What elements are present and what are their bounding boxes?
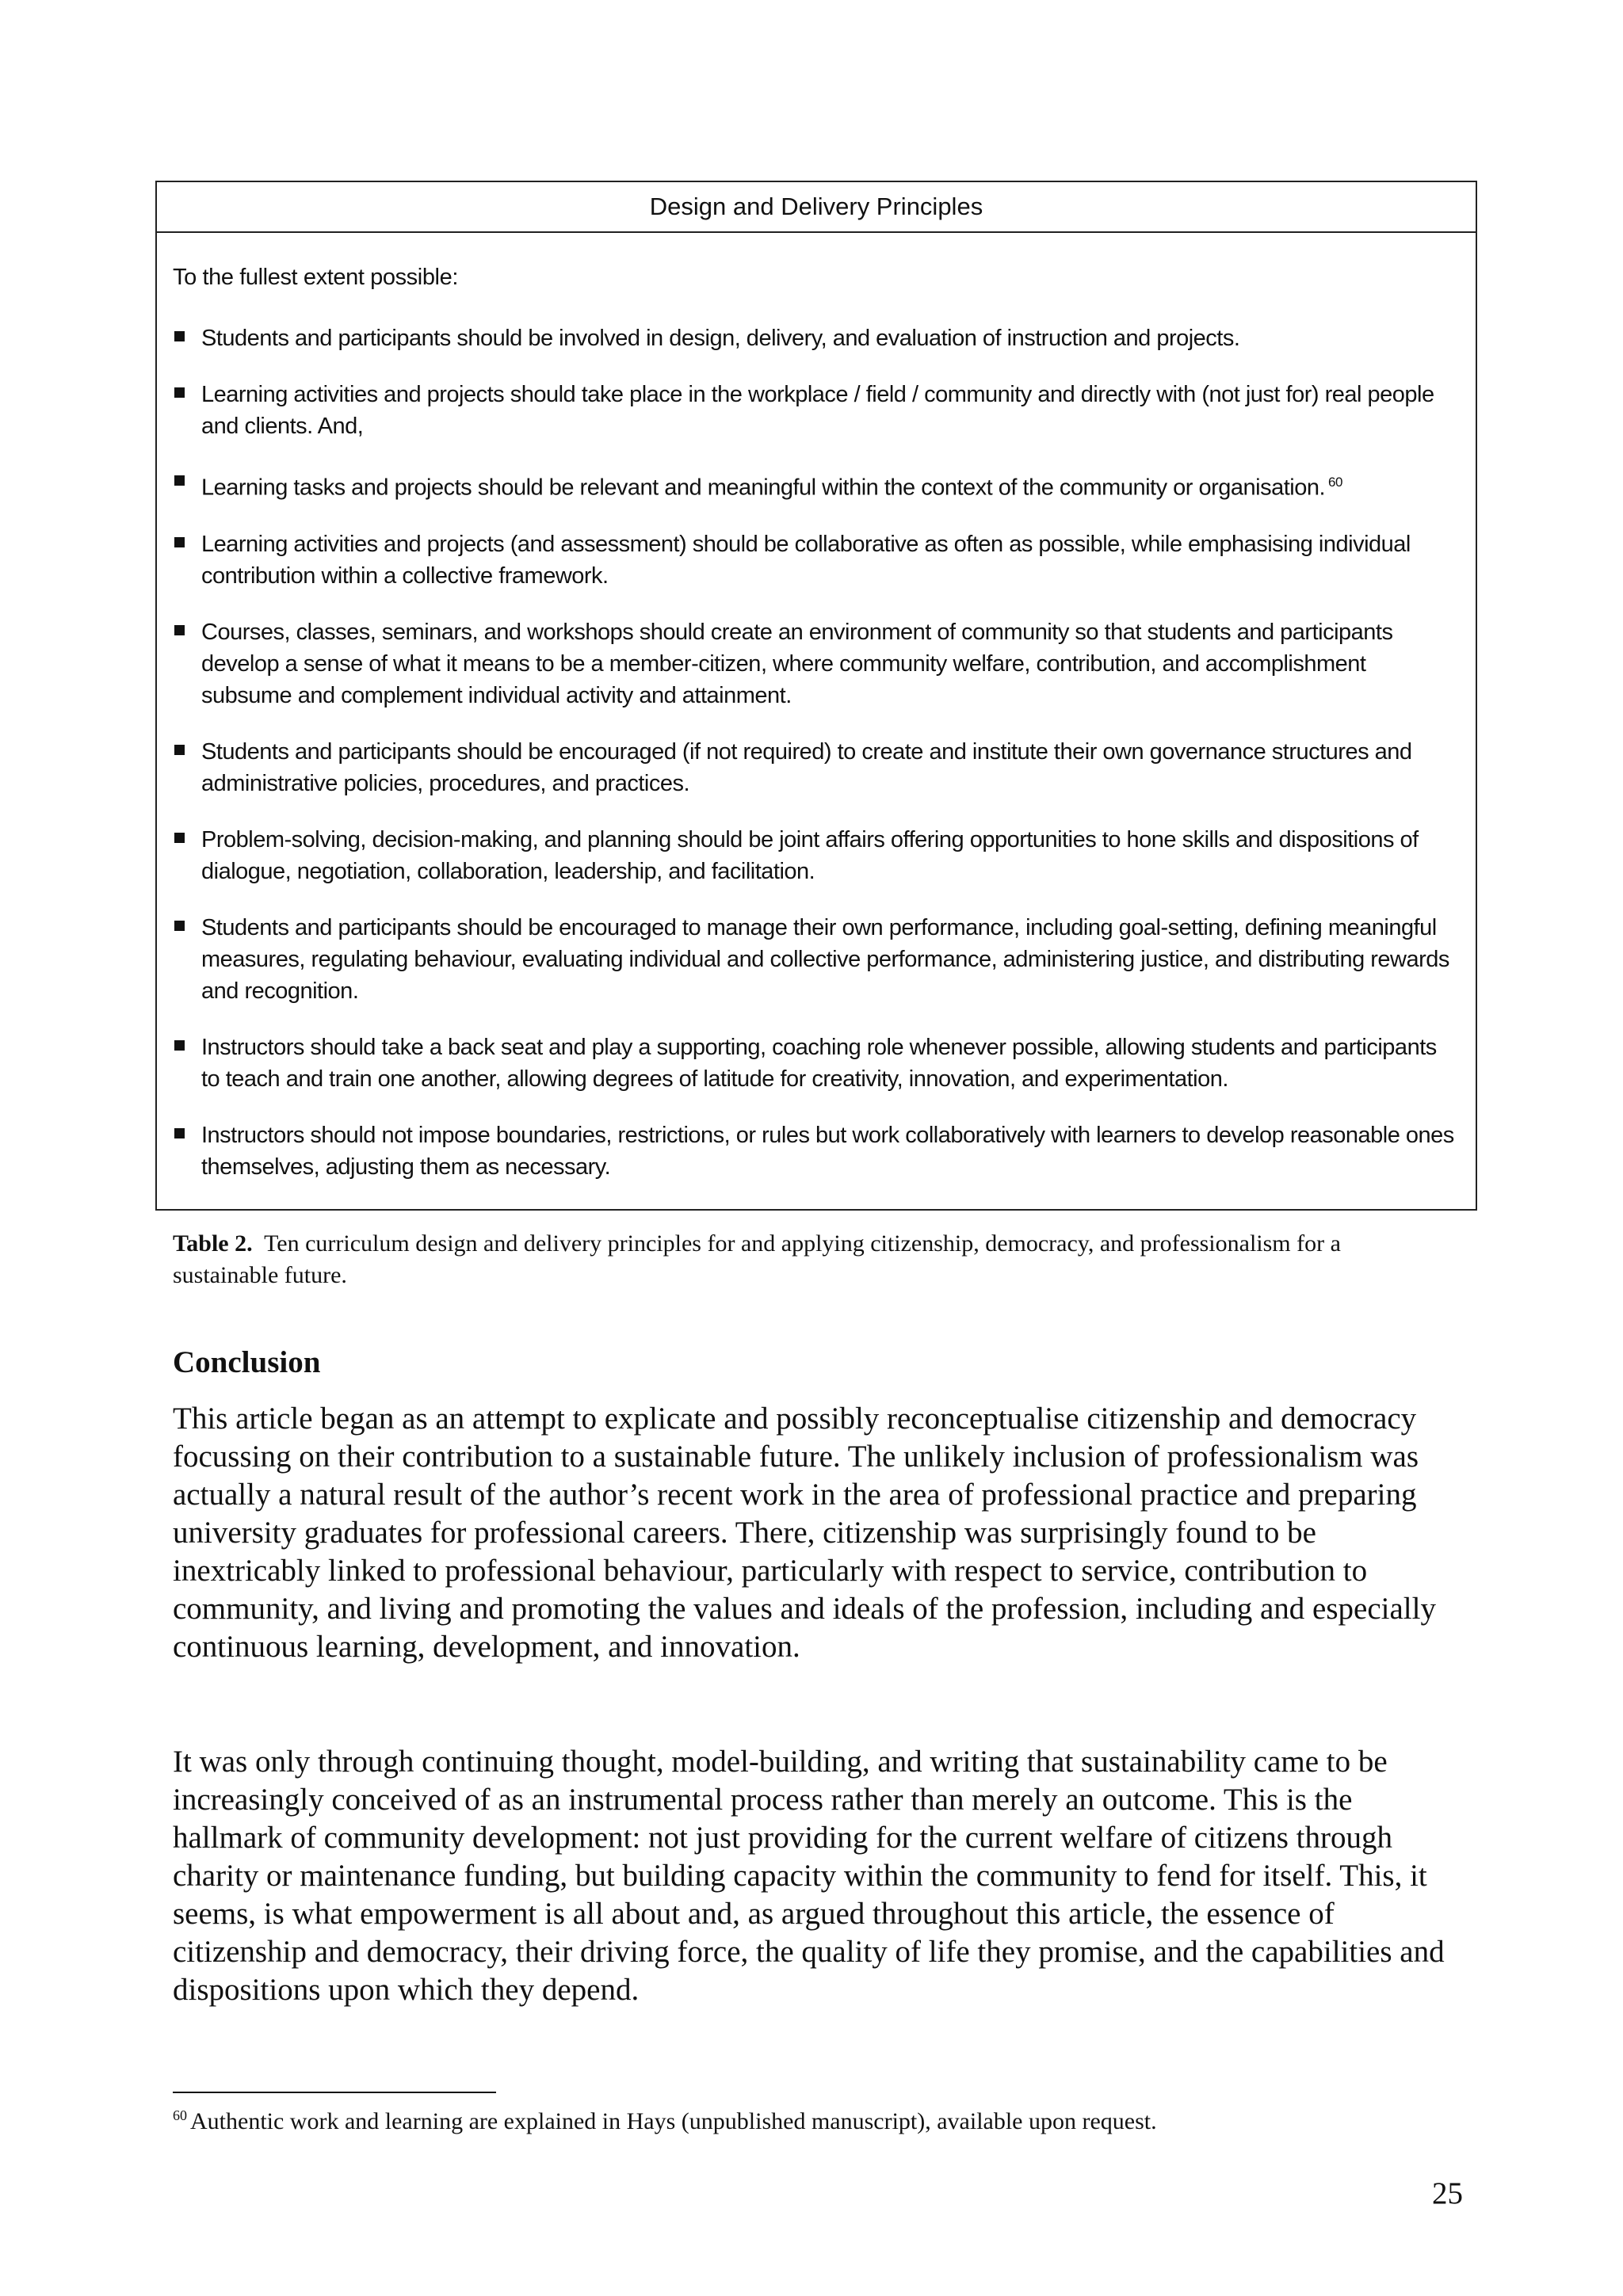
list-item bbox=[173, 616, 1457, 711]
list-item bbox=[173, 467, 1457, 504]
footnote-number: 60 bbox=[173, 2107, 187, 2123]
page-number: 25 bbox=[1432, 2176, 1463, 2210]
body-paragraph: This article began as an attempt to explicate and possibly reconceptualise citizenship and democracy focussing on their contribution to a sustainable future. The unlikely inclusion of professionalism was actually a natural result of the author’s recent work in the area of professional practice and preparing university graduates for professional careers. There, citizenship was surprisingly found to be inextricably linked to professional behaviour, particularly with respect to service, contribution to community, and living and promoting the values and ideals of the profession, including and especially continuous learning, development, and innovation. bbox=[173, 1402, 1436, 1664]
square-bullet-icon bbox=[174, 921, 185, 931]
table-header-title: Design and Delivery Principles bbox=[649, 193, 983, 220]
list-item-text: Courses, classes, seminars, and workshops should create an environment of community so that students and participants develop a sense of what it means to be a member-citizen, where community welfare, contribution, and accomplishment subsume and complement individual activity and attainment. bbox=[201, 619, 1393, 708]
table-header bbox=[157, 182, 1476, 233]
square-bullet-icon bbox=[174, 475, 185, 486]
principles-list bbox=[173, 322, 1457, 1183]
square-bullet-icon bbox=[174, 537, 185, 547]
square-bullet-icon bbox=[174, 1040, 185, 1051]
square-bullet-icon bbox=[174, 625, 185, 635]
caption-text: Ten curriculum design and delivery principles for and applying citizenship, democracy, and professionalism for a sustainable future. bbox=[173, 1230, 1341, 1288]
square-bullet-icon bbox=[174, 1128, 185, 1138]
square-bullet-icon bbox=[174, 745, 185, 755]
list-item bbox=[173, 1032, 1457, 1095]
list-item bbox=[173, 322, 1457, 354]
table-caption bbox=[173, 1228, 1409, 1291]
footnote bbox=[173, 2107, 1157, 2135]
square-bullet-icon bbox=[174, 833, 185, 843]
list-item-text: Instructors should not impose boundaries, restrictions, or rules but work collaboratively with learners to develop reasonable ones themselves, adjusting them as necessary. bbox=[201, 1122, 1454, 1180]
footnote-divider bbox=[173, 2092, 496, 2093]
list-item-text: Problem-solving, decision-making, and planning should be joint affairs offering opportunities to hone skills and dispositions of dialogue, negotiation, collaboration, leadership, and facilitation. bbox=[201, 826, 1419, 884]
list-item-text: Students and participants should be involved in design, delivery, and evaluation of instruction and projects. bbox=[201, 326, 1240, 351]
list-item bbox=[173, 1119, 1457, 1183]
list-item bbox=[173, 528, 1457, 592]
list-item-text: Students and participants should be encouraged (if not required) to create and institute their own governance structures and administrative policies, procedures, and practices. bbox=[201, 738, 1412, 796]
footnote-text: Authentic work and learning are explained in Hays (unpublished manuscript), available upon request. bbox=[190, 2108, 1157, 2134]
table-intro: To the fullest extent possible: bbox=[173, 265, 458, 290]
list-item-text: Students and participants should be encouraged to manage their own performance, including goal-setting, defining meaningful measures, regulating behaviour, evaluating individual and collective performance, administering justice, and distributing rewards and recognition. bbox=[201, 914, 1449, 1004]
list-item-text: Learning activities and projects (and assessment) should be collaborative as often as possible, while emphasising individual contribution within a collective framework. bbox=[201, 531, 1411, 589]
section-heading: Conclusion bbox=[173, 1345, 321, 1379]
list-item bbox=[173, 736, 1457, 799]
square-bullet-icon bbox=[174, 387, 185, 398]
list-item bbox=[173, 912, 1457, 1007]
list-item bbox=[173, 379, 1457, 442]
body-paragraph: It was only through continuing thought, model-building, and writing that sustainability came to be increasingly conceived of as an instrumental process rather than merely an outcome. This is the hallmark of community development: not just providing for the current welfare of citizens through charity or maintenance funding, but building capacity within the community to fend for itself. This, it seems, is what empowerment is all about and, as argued throughout this article, the essence of citizenship and democracy, their driving force, the quality of life they promise, and the capabilities and dispositions upon which they depend. bbox=[173, 1745, 1445, 2007]
table-body bbox=[157, 233, 1476, 1183]
list-item-text: Learning activities and projects should take place in the workplace / field / community and directly with (not just for) real people and clients. And, bbox=[201, 382, 1434, 439]
principles-table bbox=[155, 181, 1477, 1211]
list-item-text: Instructors should take a back seat and play a supporting, coaching role whenever possible, allowing students and participants to teach and train one another, allowing degrees of latitude for creativity, innovation, and experimentation. bbox=[201, 1034, 1437, 1092]
footnote-marker[interactable]: 60 bbox=[1328, 475, 1342, 490]
square-bullet-icon bbox=[174, 331, 185, 341]
caption-label: Table 2. bbox=[173, 1230, 253, 1257]
list-item bbox=[173, 824, 1457, 887]
list-item-text: Learning tasks and projects should be relevant and meaningful within the context of the community or organisation. bbox=[201, 475, 1326, 501]
